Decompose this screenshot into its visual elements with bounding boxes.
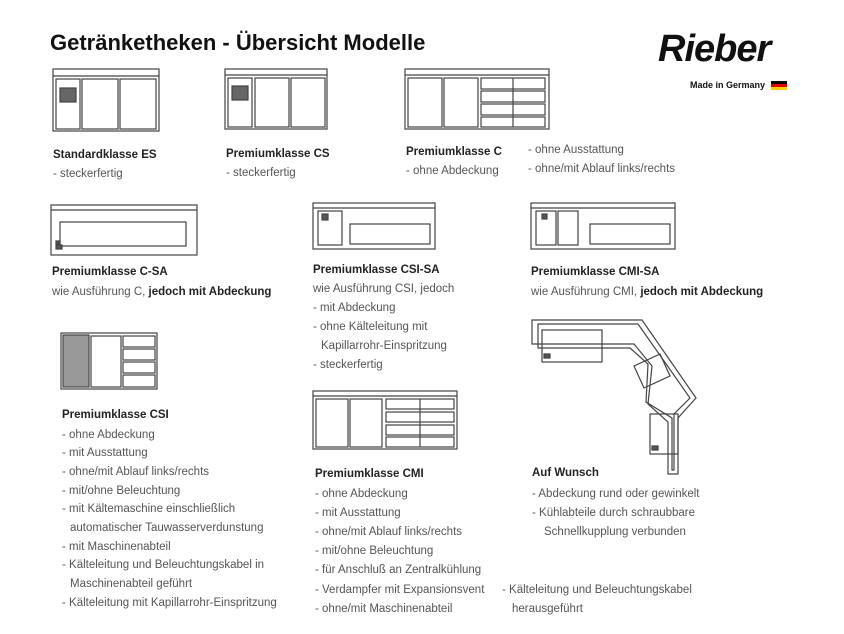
custom-title: Auf Wunsch — [532, 467, 599, 479]
c-sa-desc — [52, 283, 271, 303]
c-sa-desc-bold: jedoch mit Abdeckung — [148, 286, 272, 298]
german-flag-icon — [771, 81, 787, 90]
custom-angled-counter-diagram — [530, 318, 700, 478]
csi-sa-feature-1: - mit Abdeckung — [313, 302, 396, 314]
cmi-feature-6: - Verdampfer mit Expansionsvent — [315, 584, 485, 596]
cmi-title: Premiumklasse CMI — [315, 468, 424, 480]
cmi-extra-2: herausgeführt — [512, 603, 583, 615]
cmi-extra-1: - Kälteleitung und Beleuchtungskabel — [502, 584, 692, 596]
csi-feature-2: - mit Ausstattung — [62, 447, 148, 459]
es-title: Standardklasse ES — [53, 149, 157, 161]
brand-logo: Rieber — [658, 28, 771, 70]
es-counter-diagram — [52, 68, 162, 134]
csi-feature-8: - Kälteleitung und Beleuchtungskabel in — [62, 559, 265, 571]
brand-tagline — [690, 80, 787, 90]
cmi-sa-title: Premiumklasse CMI-SA — [531, 266, 660, 278]
cs-counter-diagram — [224, 68, 330, 132]
es-feature: - steckerfertig — [53, 168, 123, 180]
custom-feature-2: - Kühlabteile durch schraubbare — [532, 507, 696, 519]
csi-feature-5: - mit Kältemaschine einschließlich — [62, 503, 236, 515]
csi-title: Premiumklasse CSI — [62, 409, 169, 421]
c-sa-desc-prefix: wie Ausführung C, — [52, 286, 149, 298]
csi-feature-6: automatischer Tauwasserverdunstung — [70, 522, 264, 534]
cmi-feature-7: - ohne/mit Maschinenabteil — [315, 603, 453, 615]
csi-feature-3: - ohne/mit Ablauf links/rechts — [62, 466, 210, 478]
csi-sa-desc: wie Ausführung CSI, jedoch — [313, 283, 455, 295]
cs-title: Premiumklasse CS — [226, 148, 330, 160]
tagline-text: Made in Germany — [690, 80, 766, 90]
cs-feature: - steckerfertig — [226, 167, 296, 179]
cmi-feature-1: - ohne Abdeckung — [315, 488, 408, 500]
csi-sa-feature-2: - ohne Kälteleitung mit — [313, 321, 428, 333]
cmi-sa-desc-bold: jedoch mit Abdeckung — [640, 286, 764, 298]
csi-feature-9: Maschinenabteil geführt — [70, 578, 193, 590]
custom-feature-1: - Abdeckung rund oder gewinkelt — [532, 488, 700, 500]
csi-feature-7: - mit Maschinenabteil — [62, 541, 171, 553]
csi-feature-10: - Kälteleitung mit Kapillarrohr-Einspritzung — [62, 597, 277, 609]
cmi-feature-5: - für Anschluß an Zentralkühlung — [315, 564, 482, 576]
csi-sa-feature-4: - steckerfertig — [313, 359, 383, 371]
c-extra-1: - ohne Ausstattung — [528, 144, 624, 156]
cmi-sa-desc-prefix: wie Ausführung CMI, — [531, 286, 641, 298]
c-sa-counter-diagram — [50, 204, 200, 258]
c-extra-2: - ohne/mit Ablauf links/rechts — [528, 163, 676, 175]
cmi-feature-2: - mit Ausstattung — [315, 507, 401, 519]
cmi-sa-desc — [531, 283, 763, 303]
cmi-feature-4: - mit/ohne Beleuchtung — [315, 545, 434, 557]
cmi-counter-diagram — [312, 390, 460, 452]
custom-feature-3: Schnellkupplung verbunden — [544, 526, 686, 538]
c-title: Premiumklasse C — [406, 146, 502, 158]
cmi-feature-3: - ohne/mit Ablauf links/rechts — [315, 526, 463, 538]
csi-sa-title: Premiumklasse CSI-SA — [313, 264, 440, 276]
csi-sa-feature-3: Kapillarrohr-Einspritzung — [321, 340, 447, 352]
csi-sa-counter-diagram — [312, 202, 438, 252]
cmi-sa-counter-diagram — [530, 202, 678, 252]
c-feature: - ohne Abdeckung — [406, 165, 499, 177]
c-counter-diagram — [404, 68, 552, 132]
page-title: Getränketheken - Übersicht Modelle — [50, 30, 426, 55]
c-sa-title: Premiumklasse C-SA — [52, 266, 168, 278]
csi-feature-4: - mit/ohne Beleuchtung — [62, 485, 181, 497]
csi-feature-1: - ohne Abdeckung — [62, 429, 155, 441]
csi-counter-diagram — [60, 332, 160, 392]
